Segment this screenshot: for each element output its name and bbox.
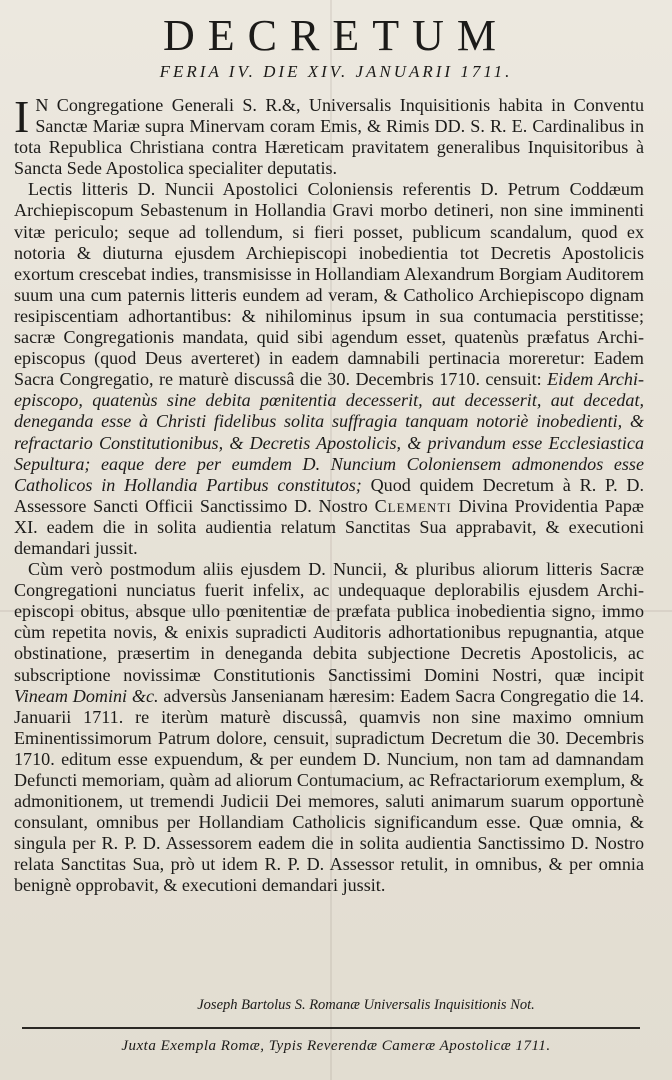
- drop-cap-initial: I: [14, 91, 30, 142]
- date-line: FERIA IV. DIE XIV. JANUARII 1711.: [159, 62, 513, 81]
- paragraph-letters-text-b: Quod quidem Decretum à R. P. D. Assessore Sancti Officii Sanctissimo D. Nostro: [14, 474, 644, 516]
- paragraph-death-text-a: Cùm verò postmodum aliis ejusdem D. Nuncii, & pluribus aliorum litteris Sacræ Congregationi nunciatus fuerit infelix, ac undequaque deplorabilis ejusdem Archi-episcopi obitus, absque ullo pœnitentiæ de præfata publica inobedientia signo, immo cùm repetita novis, & enixis supradicti Auditoris adhortationibus repugnantia, atque obstinatione, præsertim in deneganda debita subjectione Decretis Apostolicis, ac subscriptione novissimæ Constitutionis Sanctissimi Domini Nostri, quæ incipit: [14, 559, 644, 685]
- pope-name: Clementi: [374, 495, 452, 516]
- constitution-title-italic: Vineam Domini &c.: [14, 685, 159, 706]
- paragraph-death-text-b: adversùs Jansenianam hæresim: Eadem Sacra Congregatio die 14. Januarii 1711. re iterùm maturè discussâ, quamvis non sine maximo omnium Eminentissimorum Patrum dolore, censuit, supradictum Decretum die 30. Decembris 1710. editum esse expuendum, & per eundem D. Nuncium, non tam ad damnandam Defuncti memoriam, quàm ad aliorum Contumacium, ac Refractariorum exemplum, & admonitionem, ut tremendi Judicii Dei memores, saluti animarum suarum opportunè consulant, omnibus per Hollandiam Catholicis significandum esse. Quæ omnia, & singula per R. P. D. Assessorem eadem die in solita audientia Sanctissimo D. Nostro relata Sanctitas Sua, prò ut idem R. P. D. Assessor retulit, in omnibus, & per omnia benignè opprobavit, & executioni demandari jussit.: [14, 685, 644, 896]
- divider-rule: [22, 1027, 640, 1029]
- decree-sentence-italic: Eidem Archi-episcopo, quatenùs sine debita pœnitentia decesserit, aut decesserit, aut decedat, deneganda esse à Christi fidelibus solita suffragia tanquam notoriè inobedienti, & refractario Constitutionibus, & Decretis Apostolicis, & privandum esse Ecclesiastica Sepultura; eaque dere per eumdem D. Nuncium Coloniensem admonendos esse Catholicos in Hollandia Partibus constitutos;: [14, 369, 645, 495]
- notary-signature: Joseph Bartolus S. Romanæ Universalis Inquisitionis Not.: [197, 997, 535, 1013]
- paragraph-congregation: [14, 91, 644, 179]
- paragraph-letters-text-c: Divina Providentia Papæ XI. eadem die in solita audientia relatum Sanctitas Sua apprabavit, & executioni demandari jussit.: [14, 495, 645, 558]
- decree-title: DECRETUM: [163, 11, 509, 60]
- paragraph-letters: [14, 179, 644, 559]
- paragraph-death: [14, 559, 644, 897]
- paragraph-congregation-text: N Congregatione Generali S. R.&, Universalis Inquisitionis habita in Conventu Sanctæ Mariæ supra Minervam coram Emis, & Rimis DD. S. R. E. Cardinalibus in tota Republica Christiana contra Hæreticam pravitatem generalibus Inquisitoribus à Sancta Sede Apostolica specialiter deputatis.: [14, 95, 644, 179]
- decree-body: [14, 91, 645, 897]
- printer-imprint: Juxta Exempla Romæ, Typis Reverendæ Cameræ Apostolicæ 1711.: [121, 1038, 551, 1054]
- paragraph-letters-text-a: Lectis litteris D. Nuncii Apostolici Coloniensis referentis D. Petrum Coddæum Archiepiscopum Sebastenum in Hollandia Gravi morbo detineri, non sine imminenti vitæ periculo; seque ad tollendum, si fieri posset, publicum scandalum, quod ex notoria & diuturna ejusdem Archiepiscopi inobedientia tot Decretis Apostolicis exortum crescebat indies, transmisisse in Hollandiam Alexandrum Borgiam Auditorem suum una cum paternis litteris eundem ad veram, & Catholico Archiepiscopo dignam resipiscentiam adhortantibus: & nihilominus ipsum in sua contumacia perstitisse; sacræ Congregationis mandata, quid sibi agendum esset, quatenùs præfatus Archi-episcopus (quod Deus averteret) in eadem damnabili pertinacia moreretur: Eadem Sacra Congregatio, re maturè discussâ die 30. Decembris 1710. censuit:: [14, 179, 644, 390]
